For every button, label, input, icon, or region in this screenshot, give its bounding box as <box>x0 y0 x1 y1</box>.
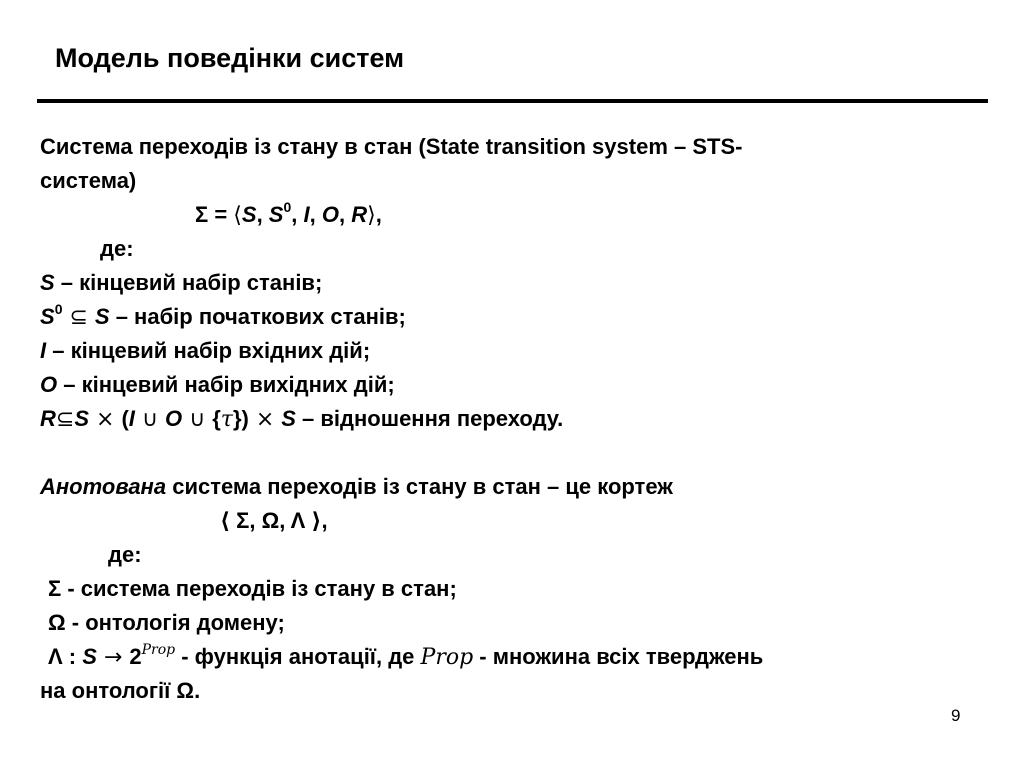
prop-superscript: Prop <box>141 641 176 658</box>
def-I-symbol: I <box>40 338 47 363</box>
slide-title: Модель поведінки систем <box>55 43 405 73</box>
def-R-text: – відношення переходу. <box>295 406 564 431</box>
def-R-brace-open: { <box>212 406 221 431</box>
def-I <box>40 334 990 368</box>
arrow-icon: → <box>96 645 130 670</box>
slide-body <box>40 130 990 708</box>
annotated-where: де: <box>108 542 142 567</box>
def-O-text: – кінцевий набір вихідних дій; <box>57 372 395 397</box>
annotated-intro <box>40 470 990 504</box>
sts-tuple <box>40 198 990 232</box>
def-O <box>40 368 990 402</box>
annotated-intro-rest: система переходів із стану в стан – це кортеж <box>166 474 673 499</box>
prop-word: Prop <box>420 645 474 670</box>
annotated-tuple: ⟨ Σ, Ω, Λ ⟩, <box>220 508 328 533</box>
def-R-brace-close: }) <box>232 406 249 431</box>
def-S-symbol: S <box>40 270 55 295</box>
def-R-O: O <box>164 406 183 431</box>
def-lambda <box>40 640 990 674</box>
tuple-S0: S <box>268 202 284 227</box>
annotated-italic-word: Анотована <box>40 474 167 499</box>
def-R-S2: S <box>281 406 296 431</box>
def-S0 <box>40 300 990 334</box>
sts-where: де: <box>100 236 134 261</box>
def-R-paren: ( <box>121 406 129 431</box>
left-angle: ⟨ <box>233 203 242 228</box>
def-sigma: Σ - система переходів із стану в стан; <box>48 576 457 601</box>
union-symbol: ∪ <box>182 407 213 432</box>
tuple-comma: , <box>339 202 352 227</box>
def-S0-text: – набір початкових станів; <box>109 304 406 329</box>
def-O-symbol: O <box>40 372 58 397</box>
tau-symbol: τ <box>220 407 233 432</box>
lambda-two: 2 <box>129 644 142 669</box>
def-R <box>40 402 990 436</box>
page-number: 9 <box>951 706 961 725</box>
title-divider <box>37 99 988 103</box>
section-spacer <box>40 436 990 470</box>
sts-intro-line-2: система) <box>40 168 137 193</box>
lambda-symbol: Λ : <box>48 644 83 669</box>
tuple-O: O <box>321 202 339 227</box>
lambda-S: S <box>82 644 97 669</box>
subset-symbol: ⊆ <box>62 305 95 330</box>
sts-intro-line-1: Система переходів із стану в стан (State transition system – STS- <box>40 134 743 159</box>
def-I-text: – кінцевий набір вхідних дій; <box>46 338 371 363</box>
def-R-symbol: R <box>40 406 56 431</box>
tuple-R: R <box>351 202 368 227</box>
def-R-S1: S <box>74 406 90 431</box>
times-symbol: × <box>248 407 282 432</box>
def-S0-symbol: S <box>40 304 55 329</box>
def-S0-sup: 0 <box>54 300 63 317</box>
def-omega: Ω - онтологія домену; <box>48 610 285 635</box>
lambda-text-1: - функція анотації, де <box>175 644 421 669</box>
tuple-trailing-comma: , <box>375 202 382 227</box>
subset-symbol: ⊆ <box>55 407 75 432</box>
right-angle: ⟩ <box>367 203 376 228</box>
times-symbol: × <box>89 407 122 432</box>
tuple-S0-sup: 0 <box>283 198 292 215</box>
def-S <box>40 266 990 300</box>
def-S0-S: S <box>94 304 110 329</box>
tuple-comma: , <box>291 202 304 227</box>
tuple-comma: , <box>309 202 322 227</box>
lambda-text-2: - множина всіх тверджень <box>473 644 764 669</box>
union-symbol: ∪ <box>134 407 165 432</box>
def-R-I: I <box>128 406 135 431</box>
tuple-S: S <box>241 202 257 227</box>
tuple-I: I <box>303 202 310 227</box>
sigma-equals: Σ = <box>195 202 234 227</box>
annotated-last-line: на онтології Ω. <box>40 678 201 703</box>
def-S-text: – кінцевий набір станів; <box>54 270 323 295</box>
tuple-comma: , <box>256 202 269 227</box>
